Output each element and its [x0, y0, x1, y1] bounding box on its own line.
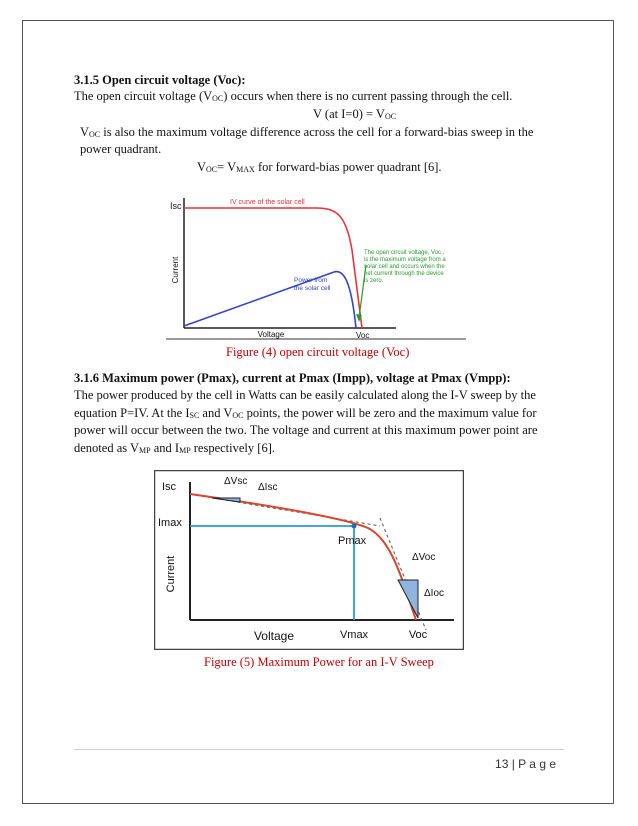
fig5-imax-label: Imax: [158, 517, 182, 529]
paragraph-voc-line1: The open circuit voltage $(V_{OC})$ occurs when there is no current passing through the cell.: [74, 89, 513, 103]
fig4-note-4: net current through the device: [364, 271, 444, 277]
figure-5-caption: Figure (5) Maximum Power for an I-V Sweep: [204, 655, 434, 669]
fig5-current-label: Current: [165, 555, 177, 593]
fig4-note-3: solar cell and occurs when the: [364, 264, 445, 270]
page-footer: [495, 757, 556, 771]
paragraph-voc-line3: power quadrant.: [80, 142, 162, 156]
page-number: 13: [495, 757, 509, 771]
fig5-dioc-label: ΔIoc: [424, 588, 445, 599]
paragraph-voc-line2: $V_{OC}$ is also the maximum voltage difference across the cell for a forward-bias sweep in the: [80, 125, 534, 139]
equation-vmax: $V_{OC}= V_{MAX}$ for forward-bias power quadrant [6].: [197, 160, 442, 174]
paragraph-pmax-line3: power will occur between the two. The voltage and current at this maximum power point are: [74, 423, 538, 437]
fig5-pmax-label: Pmax: [338, 535, 367, 547]
fig5-voltage-label: Voltage: [253, 629, 295, 643]
section-heading-315: 3.1.5 Open circuit voltage (Voc):: [74, 73, 246, 87]
figure-5-max-power: [154, 470, 464, 650]
fig4-iv-curve-label: IV curve of the solar cell: [230, 199, 305, 206]
fig5-dvsc-label: ΔVsc: [224, 476, 248, 487]
section-heading-316: 3.1.6 Maximum power (Pmax), current at Pmax (Impp), voltage at Pmax (Vmpp):: [74, 371, 511, 385]
fig4-current-label: Current: [171, 256, 180, 284]
fig5-vmax-label: Vmax: [339, 629, 369, 641]
fig5-disc-label: ΔIsc: [258, 482, 278, 493]
paragraph-pmax-line4: denoted as $V_{MP}$ and $I_{MP}$ respectively [6].: [74, 441, 275, 455]
page-word: | P a g e: [511, 757, 556, 771]
paragraph-pmax-line2: equation P=IV. At the $I_{SC}$ and $V_{OC}$ points, the power will be zero and the maximum value for: [74, 406, 537, 420]
fig4-power-label-2: the solar cell: [294, 285, 331, 292]
figure-4-caption: Figure (4) open circuit voltage (Voc): [226, 345, 410, 359]
fig4-note-2: is the maximum voltage from a: [364, 257, 446, 263]
fig4-power-label-1: Power from: [294, 277, 328, 284]
fig4-note-5: is zero.: [364, 278, 384, 284]
fig5-dvoc-label: ΔVoc: [412, 552, 436, 563]
fig4-isc-label: Isc: [170, 201, 182, 211]
equation-voc: V (at $I=0) = V_{OC}$: [313, 107, 397, 121]
figure-4-iv-curve: [166, 190, 466, 342]
footer-divider: [74, 749, 564, 750]
fig4-voltage-label: Voltage: [257, 330, 285, 339]
paragraph-pmax-line1: The power produced by the cell in Watts can be easily calculated along the I-V sweep by the: [74, 388, 536, 402]
fig4-note-1: The open circuit voltage, Voc ,: [364, 250, 445, 256]
fig4-voc-label: Voc: [356, 331, 370, 340]
fig5-voc-label: Voc: [408, 629, 428, 641]
fig5-isc-label: Isc: [162, 481, 177, 493]
